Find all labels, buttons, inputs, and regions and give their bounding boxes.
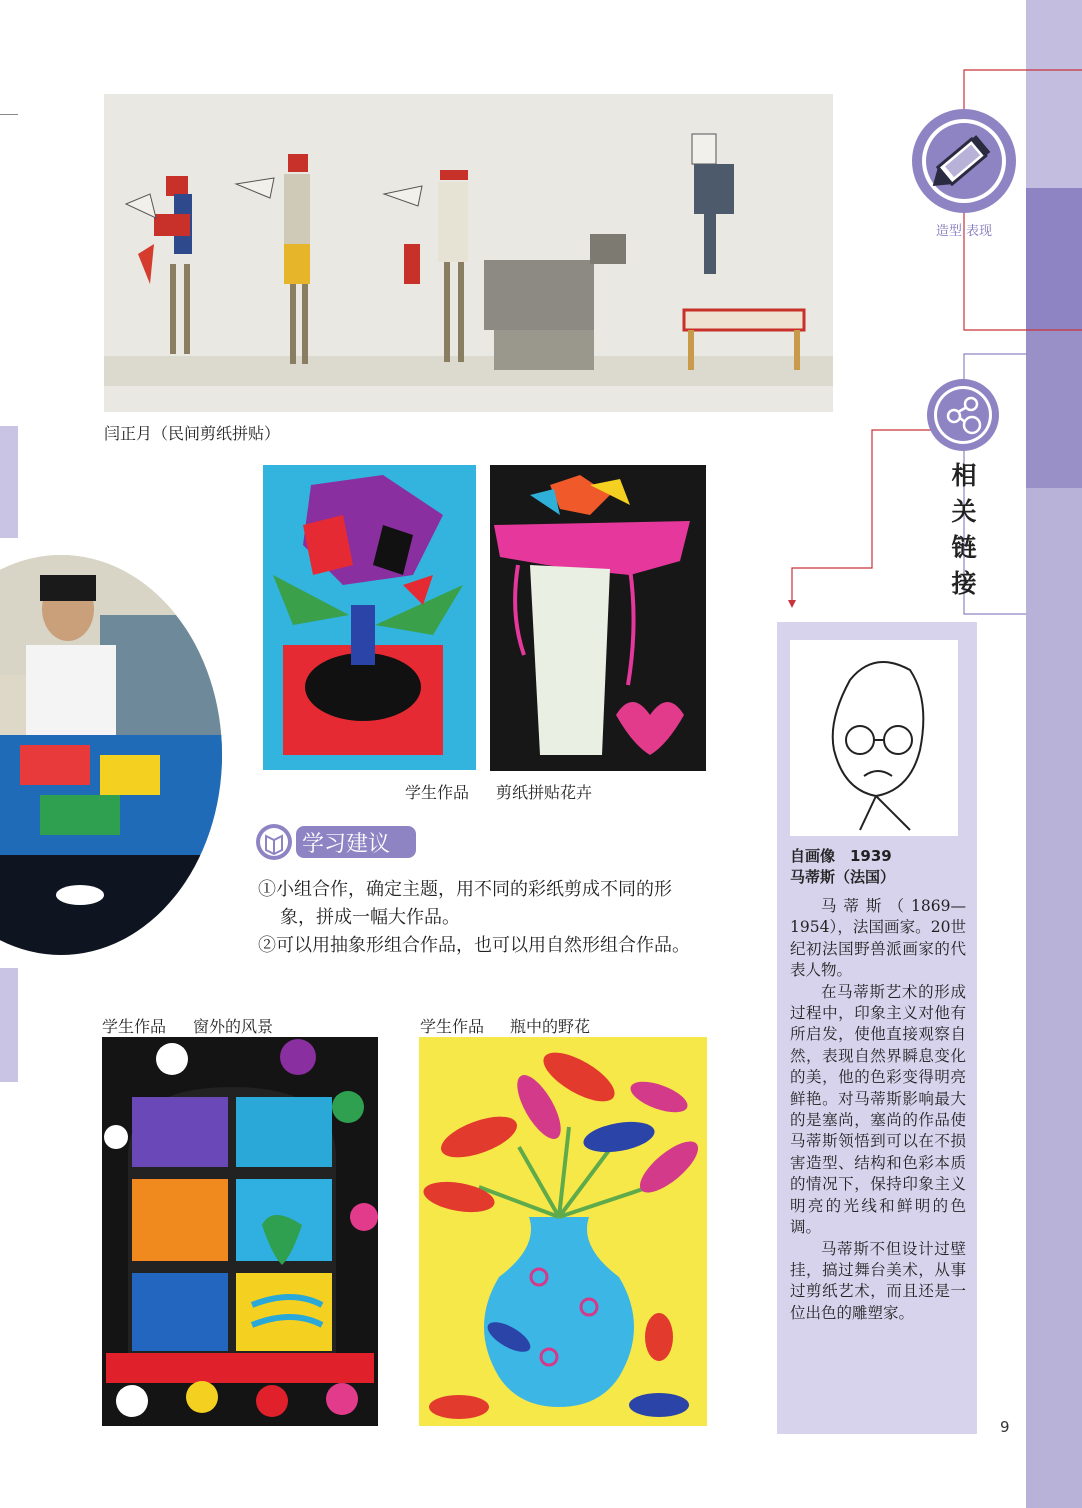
- matisse-biography: [790, 896, 966, 1324]
- related-links-badge[interactable]: [926, 378, 1000, 452]
- left-edge-line: [0, 114, 18, 115]
- suggestion-list: [258, 876, 698, 960]
- suggestion-item: ①小组合作，确定主题，用不同的彩纸剪成不同的形象，拼成一幅大作品。: [258, 879, 672, 928]
- bio-paragraph: 在马蒂斯艺术的形成过程中，印象主义对他有所启发，使他直接观察自然，表现自然界瞬息变化的美，他的色彩变得明亮鲜艳。对马蒂斯影响最大的是塞尚，塞尚的作品使马蒂斯领悟到可以在不损害造型、结构和色彩本质的情况下，保持印象主义明亮的光线和鲜明的色调。: [790, 982, 966, 1237]
- student-working-photo: [0, 555, 222, 955]
- matisse-self-portrait: [790, 640, 958, 836]
- left-edge-tab: [0, 426, 18, 538]
- learning-suggestion-header: [256, 824, 418, 860]
- page-number: 9: [1000, 1418, 1010, 1436]
- window-caption-title: 窗外的风景: [193, 1017, 274, 1036]
- bio-paragraph: 马蒂斯（1869—1954），法国画家。20世纪初法国野兽派画家的代表人物。: [790, 897, 966, 980]
- portrait-title: 自画像 1939: [790, 847, 892, 865]
- category-label: 造型·表现: [935, 224, 993, 239]
- pencil-icon: [910, 107, 1018, 215]
- bio-paragraph: 马蒂斯不但设计过壁挂，搞过舞台美术，从事过剪纸艺术，而且还是一位出色的雕塑家。: [790, 1239, 966, 1322]
- vase-caption-title: 瓶中的野花: [510, 1017, 591, 1036]
- suggestion-item: ②可以用抽象形组合作品，也可以用自然形组合作品。: [258, 935, 690, 956]
- pencil-badge[interactable]: [910, 107, 1018, 215]
- folk-papercut-caption: 闫正月（民间剪纸拼贴）: [104, 424, 281, 443]
- vase-flowers-artwork: [419, 1037, 707, 1426]
- flower-caption-label: 学生作品: [405, 783, 470, 802]
- student-flower-artwork-2: [490, 465, 706, 771]
- window-scene-artwork: [102, 1037, 378, 1426]
- folk-papercut-image: [104, 94, 833, 412]
- artist-name: 马蒂斯（法国）: [790, 868, 896, 886]
- left-edge-tab: [0, 968, 18, 1082]
- window-caption-label: 学生作品: [102, 1017, 167, 1036]
- student-flower-artwork-1: [263, 465, 476, 770]
- flower-caption-title: 剪纸拼贴花卉: [496, 783, 593, 802]
- related-title: 相关链接: [951, 461, 977, 598]
- molecule-icon: [926, 378, 1000, 452]
- learning-suggestion-title: 学习建议: [302, 832, 391, 857]
- vase-caption-label: 学生作品: [420, 1017, 485, 1036]
